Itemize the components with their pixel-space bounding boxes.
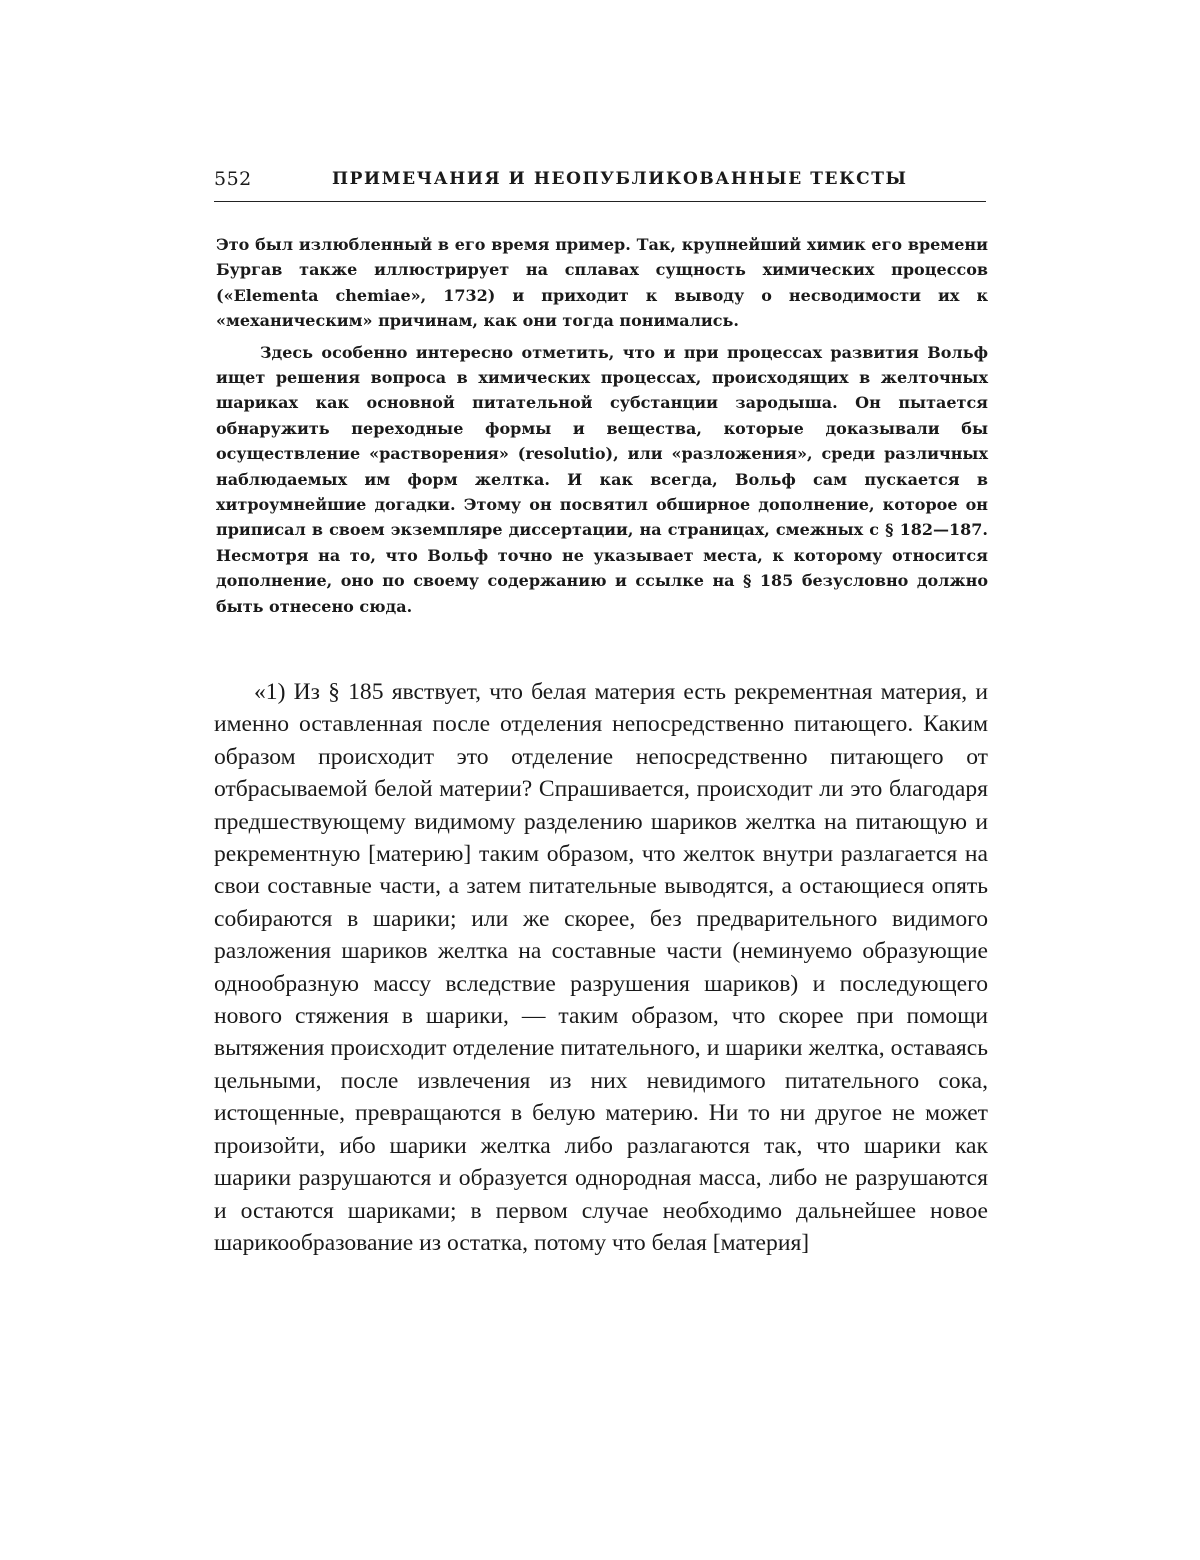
notes-paragraph: Здесь особенно интересно отметить, что и при процессах развития Вольф ищет решения вопроса в химических процессах, происходящих в желточных шариках как основной питательной субстанции зародыша. Он пытается обнаружить переходные формы и вещества, которые доказывали бы осуществление «растворения» (resolutio), или «разложения», среди различных наблюдаемых им форм желтка. И как всегда, Вольф сам пускается в хитроумнейшие догадки. Этому он посвятил обширное дополнение, которое он приписал в своем экземпляре диссертации, на страницах, смежных с § 182—187. Несмотря на то, что Вольф точно не указывает места, к которому относится дополнение, оно по своему содержанию и ссылке на § 185 безусловно должно быть отнесено сюда. xyxy=(216,340,988,619)
header-rule xyxy=(214,201,986,202)
main-paragraph: «1) Из § 185 явствует, что белая материя есть рекрементная материя, и именно оставленная после отделения непосредственно питающего. Каким образом происходит это отделение непосредственно питающего от отбрасываемой белой материи? Спрашивается, происходит ли это благодаря предшествующему видимому разделению шариков желтка на питающую и рекрементную [материю] таким образом, что желток внутри разлагается на свои составные части, а затем питательные выводятся, а остающиеся опять собираются в шарики; или же скорее, без предварительного видимого разложения шариков желтка на составные части (неминуемо образующие однообразную массу вследствие разрушения шариков) и последующего нового стяжения в шарики, — таким образом, что скорее при помощи вытяжения происходит отделение питательного, и шарики желтка, оставаясь цельными, после извлечения из них невидимого питательного сока, истощенные, превращаются в белую материю. Ни то ни другое не может произойти, ибо шарики желтка либо разлагаются так, что шарики как шарики разрушаются и образуется однородная масса, либо не разрушаются и остаются шариками; в первом случае необходимо дальнейшее новое шарикообразование из остатка, потому что белая [материя] xyxy=(214,676,988,1259)
page-number: 552 xyxy=(214,168,252,190)
notes-paragraph: Это был излюбленный в его время пример. Так, крупнейший химик его времени Бургав также иллюстрирует на сплавах сущность химических процессов («Elementa chemiae», 1732) и приходит к выводу о несводимости их к «механическим» причинам, как они тогда понимались. xyxy=(216,232,988,334)
page-header xyxy=(214,168,984,198)
notes-section xyxy=(216,232,988,625)
main-text-section xyxy=(214,676,988,1259)
running-title: ПРИМЕЧАНИЯ И НЕОПУБЛИКОВАННЫЕ ТЕКСТЫ xyxy=(332,169,908,189)
